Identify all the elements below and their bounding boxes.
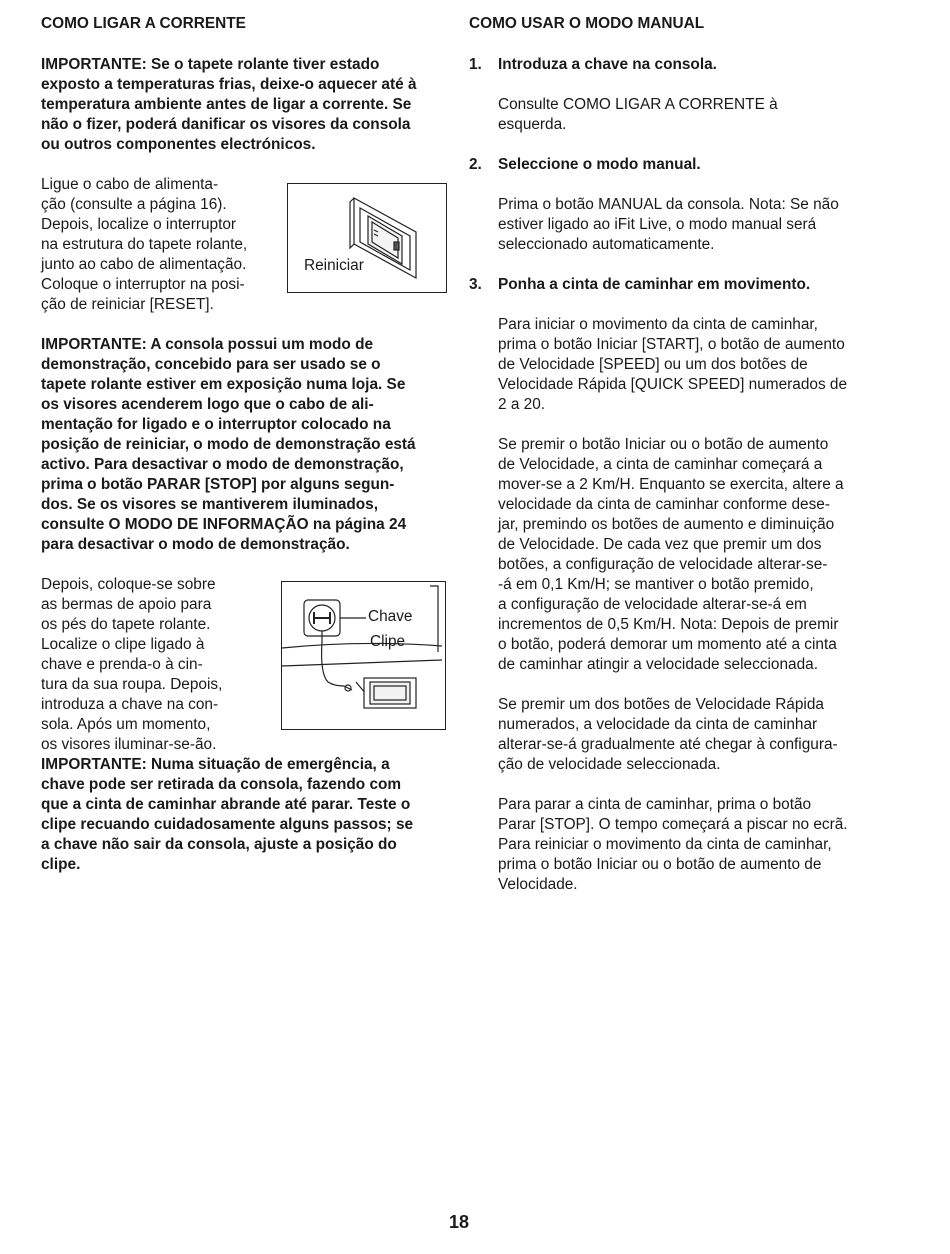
step-number: 3. — [469, 276, 482, 293]
step-title: Seleccione o modo manual. — [498, 156, 701, 173]
step-3-body-start: Para iniciar o movimento da cinta de caminhar, prima o botão Iniciar [START], o botão de aumento de Velocidade [SPEED] ou um dos botões de Velocidade Rápida [QUICK SPEED] numerados de 2 a 20. — [498, 316, 848, 413]
page-number: 18 — [448, 1212, 470, 1232]
left-column — [41, 14, 451, 875]
key-clip-block — [41, 575, 451, 755]
key-clip-figure — [281, 581, 446, 730]
step-number: 1. — [469, 56, 482, 73]
right-column — [469, 14, 884, 895]
power-instructions: Ligue o cabo de alimenta- ção (consulte a página 16). Depois, localize o interruptor na estrutura do tapete rolante, junto ao cabo de alimentação. Coloque o interruptor na posi- ção de reiniciar [RESET]. — [41, 176, 248, 313]
step-1-heading — [469, 55, 884, 75]
power-switch-block — [41, 175, 451, 315]
step-1-body: Consulte COMO LIGAR A CORRENTE à esquerda. — [498, 96, 778, 133]
key-label: Chave — [368, 608, 413, 625]
step-3-heading — [469, 275, 884, 295]
section-heading-power: COMO LIGAR A CORRENTE — [41, 15, 246, 32]
step-number: 2. — [469, 156, 482, 173]
key-clip-illustration — [282, 582, 445, 729]
section-heading-manual: COMO USAR O MODO MANUAL — [469, 15, 705, 32]
step-3-body-stop: Para parar a cinta de caminhar, prima o botão Parar [STOP]. O tempo começará a piscar no ecrã. Para reiniciar o movimento da cinta de caminhar, prima o botão Iniciar ou o botão de aumento de Velocidade. — [498, 796, 848, 893]
important-note-emergency: IMPORTANTE: Numa situação de emergência, a chave pode ser retirada da consola, fazendo com que a cinta de caminhar abrande até parar. Teste o clipe recuando cuidadosamente alguns passos; se a chave não sair da consola, ajuste a posição do clipe. — [41, 756, 414, 873]
reset-label: Reiniciar — [304, 257, 364, 274]
step-2-heading — [469, 155, 884, 175]
clip-label: Clipe — [370, 633, 406, 650]
step-2-body: Prima o botão MANUAL da consola. Nota: Se não estiver ligado ao iFit Live, o modo manual será seleccionado automaticamente. — [498, 196, 839, 253]
step-title: Introduza a chave na consola. — [498, 56, 717, 73]
important-note-cold: IMPORTANTE: Se o tapete rolante tiver estado exposto a temperaturas frias, deixe-o aquecer até à temperatura ambiente antes de ligar a corrente. Se não o fizer, poderá danificar os visores da consola ou outros componentes electrónicos. — [41, 56, 417, 153]
reset-switch-figure — [287, 183, 447, 293]
step-3-body-speed: Se premir o botão Iniciar ou o botão de aumento de Velocidade, a cinta de caminhar começará a mover-se a 2 Km/H. Enquanto se exercita, altere a velocidade da cinta de caminhar conforme dese- jar, premindo os botões de aumento e diminuição de Velocidade. De cada vez que premir um dos botões, a configuração de velocidade alterar-se- -á em 0,1 Km/H; se mantiver o botão premido, a configuração de velocidade alterar-se-á em incrementos de 0,5 Km/H. Nota: Depois de premir o botão, poderá demorar um momento até a cinta de caminhar atingir a velocidade seleccionada. — [498, 436, 844, 673]
key-instructions: Depois, coloque-se sobre as bermas de apoio para os pés do tapete rolante. Localize o clipe ligado à chave e prenda-o à cin- tura da sua roupa. Depois, introduza a chave na con- sola. Após um momento, os visores iluminar-se-ão. — [41, 576, 223, 753]
step-3-body-quick-speed: Se premir um dos botões de Velocidade Rápida numerados, a velocidade da cinta de caminhar alterar-se-á gradualmente até chegar à configura- ção de velocidade seleccionada. — [498, 696, 838, 773]
step-title: Ponha a cinta de caminhar em movimento. — [498, 276, 811, 293]
important-note-demo: IMPORTANTE: A consola possui um modo de demonstração, concebido para ser usado se o tapete rolante estiver em exposição numa loja. Se os visores acenderem logo que o cabo de ali- mentação for ligado e o interruptor colocado na posição de reiniciar, o modo de demonstração está activo. Para desactivar o modo de demonstração, prima o botão PARAR [STOP] por alguns segun- dos. Se os visores se mantiverem iluminados, consulte O MODO DE INFORMAÇÃO na página 24 para desactivar o modo de demonstração. — [41, 336, 416, 553]
